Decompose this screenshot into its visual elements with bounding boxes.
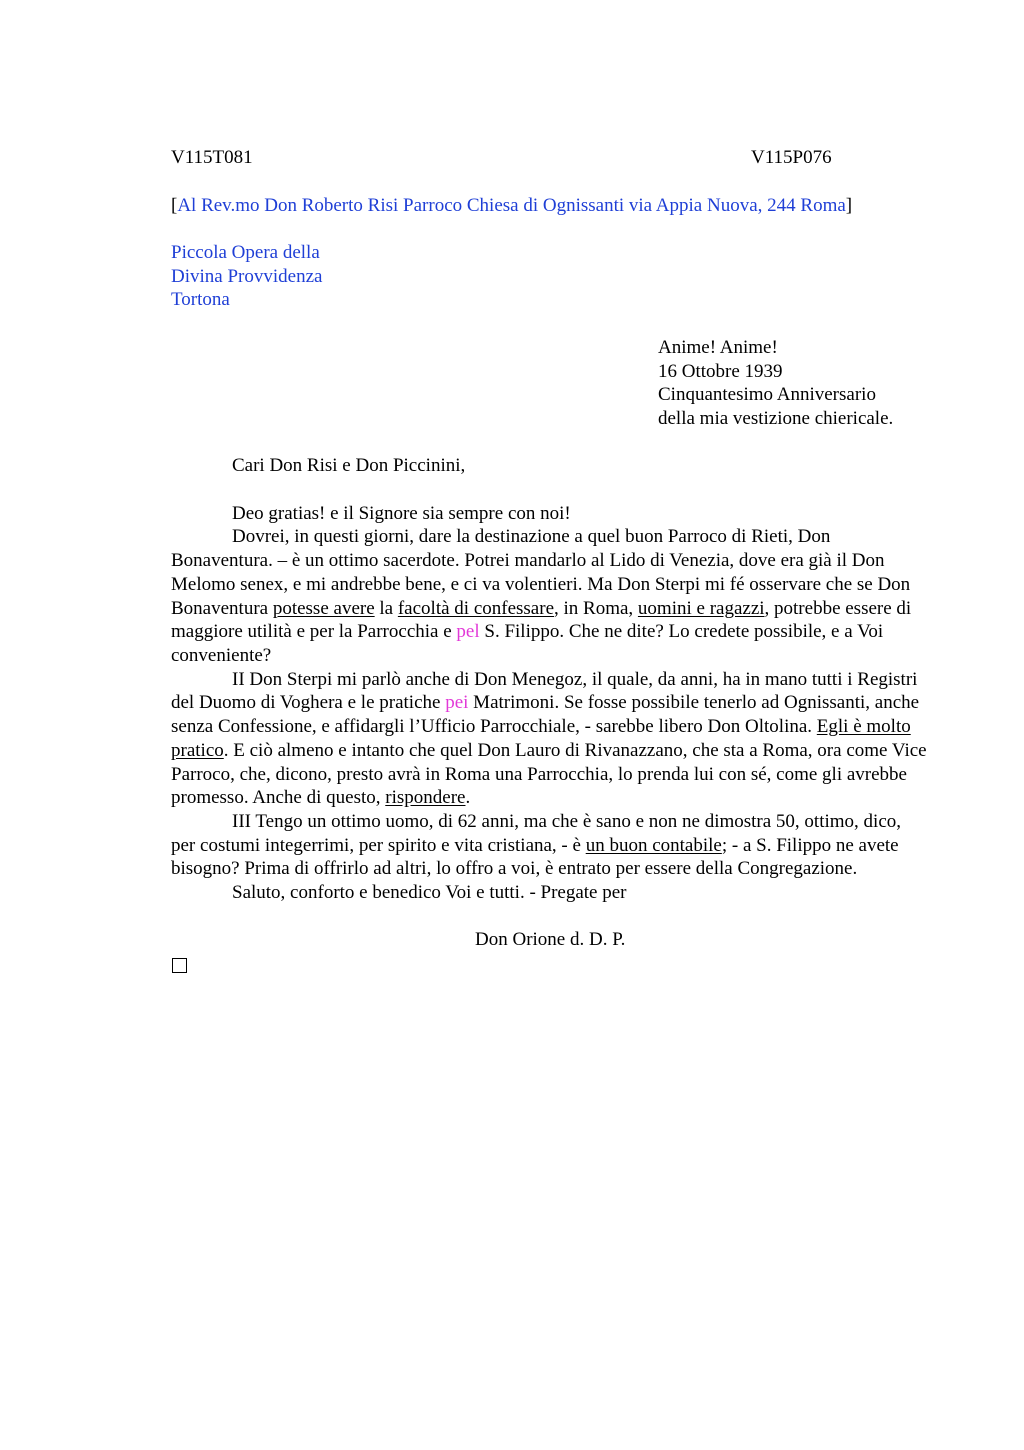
letterhead-line-3: Tortona [171, 289, 230, 311]
dateline-line-1: Anime! Anime! [658, 336, 778, 358]
p2-text-a: II Don Sterpi mi parlò anche di Don Menegoz, il quale, da anni, ha in mano tutti i Registri del Duomo di Voghera e le pratiche [171, 668, 918, 714]
code-left: V115T081 [171, 147, 253, 168]
paragraph-4: Saluto, conforto e benedico Voi e tutti. - Pregate per [232, 882, 627, 904]
p1-text-a: Dovrei, in questi giorni, dare la destinazione a quel buon Parroco di Rieti, Don Bonaventura. – è un ottimo sacerdote. Potrei mandarlo al Lido di Venezia, dove era già il Don Melomo senex, e mi andrebbe bene, e ci va volentieri. Ma Don Sterpi mi fé osservare che se Don Bonaventura [171, 526, 911, 619]
p1-underline-2: facoltà di confessare [397, 597, 554, 619]
dateline-line-2: 16 Ottobre 1939 [658, 360, 783, 382]
p1-underline-3: uomini e ragazzi [637, 597, 765, 619]
p3-text-b: ; - a S. Filippo ne avete bisogno? Prima di offrirlo ad altri, lo offro a voi, è entrato per essere della Congregazione. [171, 834, 899, 880]
p2-text-b: Matrimoni. Se fosse possibile tenerlo ad Ognissanti, anche senza Confessione, e affidargli l’Ufficio Parrocchiale, - sarebbe libero Don Oltolina. [171, 692, 920, 738]
p2-underline-2: rispondere [385, 787, 466, 809]
paragraph-3 [171, 810, 927, 881]
letterhead-line-1: Piccola Opera della [171, 242, 320, 264]
dateline-line-4: della mia vestizione chiericale. [658, 407, 894, 429]
letterhead [171, 241, 927, 312]
p2-underline-1: Egli è molto pratico [171, 716, 911, 761]
paragraph-2 [171, 668, 927, 810]
p2-text-d: . [465, 787, 471, 809]
p2-text-c: . E ciò almeno e intanto che quel Don Lauro di Rivanazzano, che sta a Roma, ora come Vice Parroco, che, dicono, presto avrà in Roma una Parrocchia, lo prenda lui con sé, come gli avrebbe promesso. Anche di questo, [171, 739, 927, 809]
checkbox-square-icon [171, 952, 927, 980]
p3-text-a: III Tengo un ottimo uomo, di 62 anni, ma che è sano e non ne dimostra 50, ottimo, dico, per costumi integerrimi, per spirito e vita cristiana, - è [171, 810, 902, 856]
letter-page [171, 146, 927, 980]
p1-underline-1: potesse avere [272, 597, 375, 619]
address-text: Al Rev.mo Don Roberto Risi Parroco Chiesa di Ognissanti via Appia Nuova, 244 Roma [177, 194, 846, 216]
code-right: V115P076 [751, 147, 832, 168]
salutation: Cari Don Risi e Don Piccinini, [232, 455, 466, 477]
p1-text-d: , potrebbe essere di maggiore utilità e per la Parrocchia e [171, 597, 912, 643]
address-line [171, 194, 927, 218]
paragraph-1 [171, 525, 927, 667]
address-close-bracket: ] [845, 194, 853, 216]
p3-underline-1: un buon contabile [585, 834, 722, 856]
p1-text-b: la [374, 597, 398, 619]
address-open-bracket: [ [171, 194, 178, 216]
dateline-line-3: Cinquantesimo Anniversario [658, 384, 876, 406]
document-codes [171, 146, 927, 170]
paragraph-0: Deo gratias! e il Signore sia sempre con noi! [232, 502, 571, 524]
p1-text-e: S. Filippo. Che ne dite? Lo credete possibile, e a Voi conveniente? [171, 621, 884, 666]
signature: Don Orione d. D. P. [475, 929, 626, 951]
dateline [658, 336, 927, 431]
p2-magenta-word: pei [445, 692, 469, 714]
letterhead-line-2: Divina Provvidenza [171, 265, 323, 287]
p1-magenta-word: pel [456, 621, 480, 643]
p1-text-c: , in Roma, [554, 597, 638, 619]
